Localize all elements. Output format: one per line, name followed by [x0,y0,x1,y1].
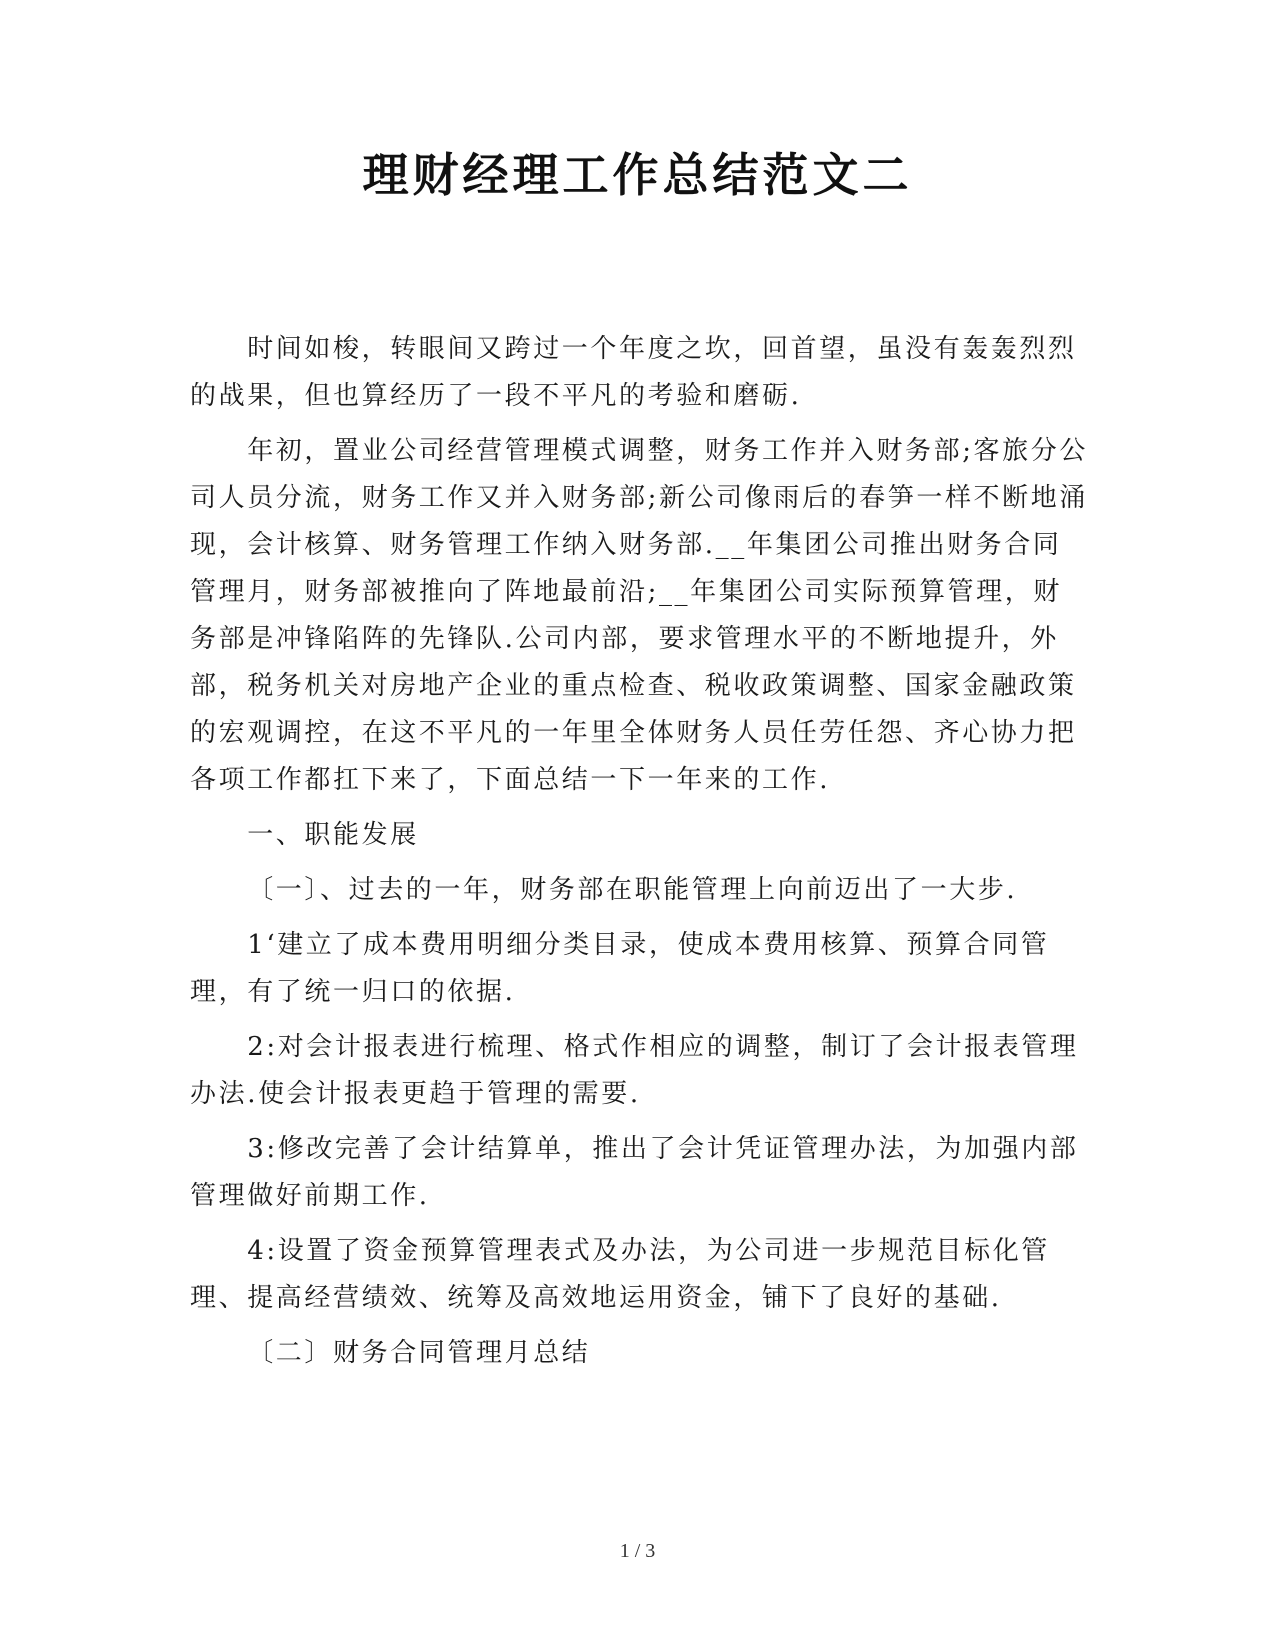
document-body [190,326,1090,1385]
list-item-4: 4:设置了资金预算管理表式及办法，为公司进一步规范目标化管理、提高经营绩效、统筹及高效地运用资金，铺下了良好的基础. [190,1236,1050,1313]
paragraph-background: 年初，置业公司经营管理模式调整，财务工作并入财务部;客旅分公司人员分流，财务工作又并入财务部;新公司像雨后的春笋一样不断地涌现，会计核算、财务管理工作纳入财务部.__年集团公司推出财务合同管理月，财务部被推向了阵地最前沿;__年集团公司实际预算管理，财务部是冲锋陷阵的先锋队.公司内部，要求管理水平的不断地提升，外部，税务机关对房地产企业的重点检查、税收政策调整、国家金融政策的宏观调控，在这不平凡的一年里全体财务人员任劳任怨、齐心协力把各项工作都扛下来了，下面总结一下一年来的工作. [190,436,1088,795]
list-item-2: 2:对会计报表进行梳理、格式作相应的调整，制订了会计报表管理办法.使会计报表更趋于管理的需要. [190,1032,1079,1109]
list-item-1: 1‘建立了成本费用明细分类目录，使成本费用核算、预算合同管理，有了统一归口的依据. [190,930,1050,1007]
paragraph-intro: 时间如梭，转眼间又跨过一个年度之坎，回首望，虽没有轰轰烈烈的战果，但也算经历了一段不平凡的考验和磨砺. [190,334,1077,411]
subsection-heading-1: 〔一〕、过去的一年，财务部在职能管理上向前迈出了一大步. [247,875,1018,905]
page-number: 1 / 3 [619,1540,656,1562]
subsection-heading-2: 〔二〕财务合同管理月总结 [247,1338,591,1368]
list-item-3: 3:修改完善了会计结算单，推出了会计凭证管理办法，为加强内部管理做好前期工作. [190,1134,1079,1211]
document-title: 理财经理工作总结范文二 [362,148,913,202]
section-heading-functional-development: 一、职能发展 [247,820,419,850]
